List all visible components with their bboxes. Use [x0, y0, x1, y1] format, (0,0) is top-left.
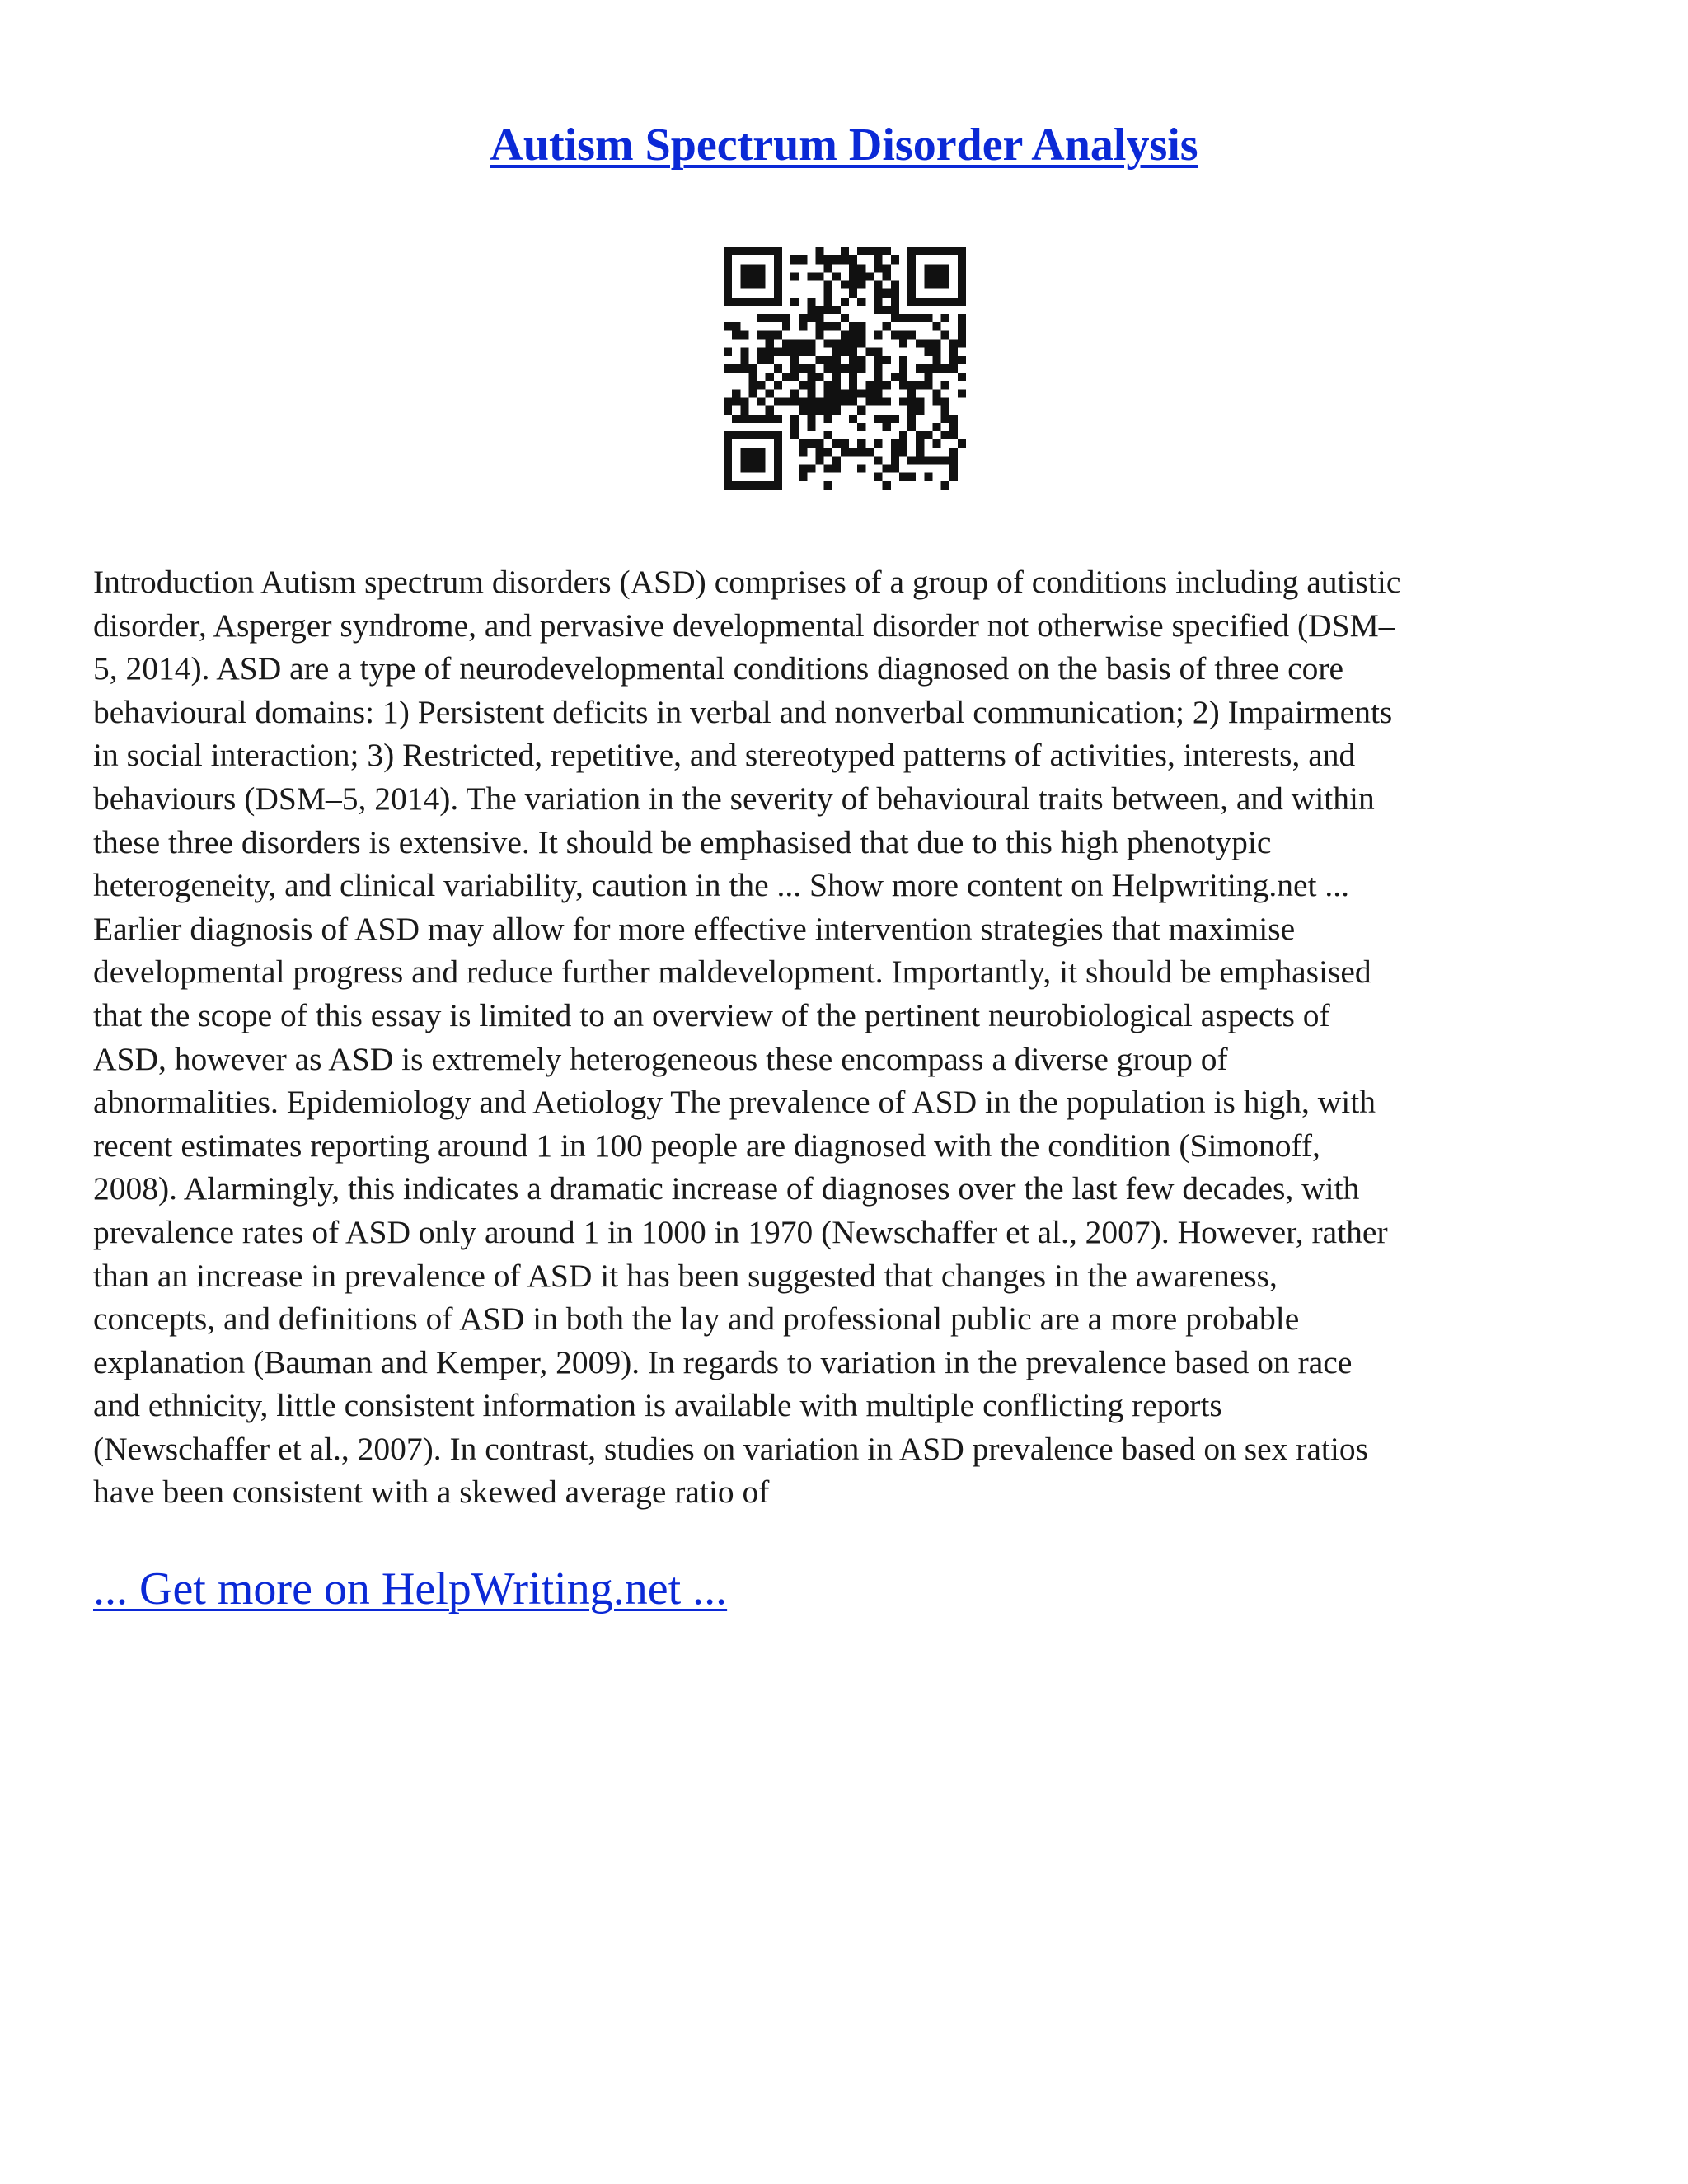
body-line: heterogeneity, and clinical variability, caution in the ... Show more content on Helpwriting.net ... [93, 867, 1349, 904]
body-line: than an increase in prevalence of ASD it has been suggested that changes in the awareness, [93, 1257, 1278, 1294]
body-line: (Newschaffer et al., 2007). In contrast, studies on variation in ASD prevalence based on sex ratios [93, 1430, 1368, 1467]
body-line: recent estimates reporting around 1 in 100 people are diagnosed with the condition (Simonoff, [93, 1127, 1320, 1164]
body-line: 5, 2014). ASD are a type of neurodevelopmental conditions diagnosed on the basis of three core [93, 650, 1344, 687]
title-link[interactable]: Autism Spectrum Disorder Analysis [490, 120, 1198, 171]
get-more-link[interactable]: ... Get more on HelpWriting.net ... [93, 1563, 728, 1615]
body-line: these three disorders is extensive. It should be emphasised that due to this high phenotypic [93, 823, 1272, 860]
body-line: ASD, however as ASD is extremely heterogeneous these encompass a diverse group of [93, 1040, 1228, 1077]
body-line: Earlier diagnosis of ASD may allow for more effective intervention strategies that maximise [93, 910, 1296, 947]
body-line: in social interaction; 3) Restricted, repetitive, and stereotyped patterns of activities, interests, and [93, 737, 1356, 774]
article-body [93, 560, 1601, 1514]
body-line: and ethnicity, little consistent information is available with multiple conflicting reports [93, 1387, 1222, 1424]
body-line: behaviours (DSM–5, 2014). The variation in the severity of behavioural traits between, and within [93, 780, 1375, 817]
body-line: concepts, and definitions of ASD in both the lay and professional public are a more probable [93, 1301, 1300, 1338]
qr-code [724, 247, 966, 490]
body-line: 2008). Alarmingly, this indicates a dramatic increase of diagnoses over the last few decades, with [93, 1170, 1360, 1207]
body-line: developmental progress and reduce further maldevelopment. Importantly, it should be emphasised [93, 954, 1372, 991]
body-line: disorder, Asperger syndrome, and pervasive developmental disorder not otherwise specified (DSM– [93, 607, 1395, 644]
body-line: have been consistent with a skewed average ratio of [93, 1474, 770, 1511]
body-line: explanation (Bauman and Kemper, 2009). In regards to variation in the prevalence based on race [93, 1343, 1353, 1380]
body-line: Introduction Autism spectrum disorders (ASD) comprises of a group of conditions including autistic [93, 564, 1401, 600]
page-title [0, 115, 1688, 175]
body-line: abnormalities. Epidemiology and Aetiology The prevalence of ASD in the population is high, with [93, 1084, 1376, 1121]
more-link-paragraph [93, 1559, 727, 1619]
body-line: that the scope of this essay is limited to an overview of the pertinent neurobiological aspects of [93, 996, 1330, 1033]
body-line: prevalence rates of ASD only around 1 in 1000 in 1970 (Newschaffer et al., 2007). However, rather [93, 1213, 1388, 1250]
body-line: behavioural domains: 1) Persistent deficits in verbal and nonverbal communication; 2) Impairments [93, 693, 1393, 730]
